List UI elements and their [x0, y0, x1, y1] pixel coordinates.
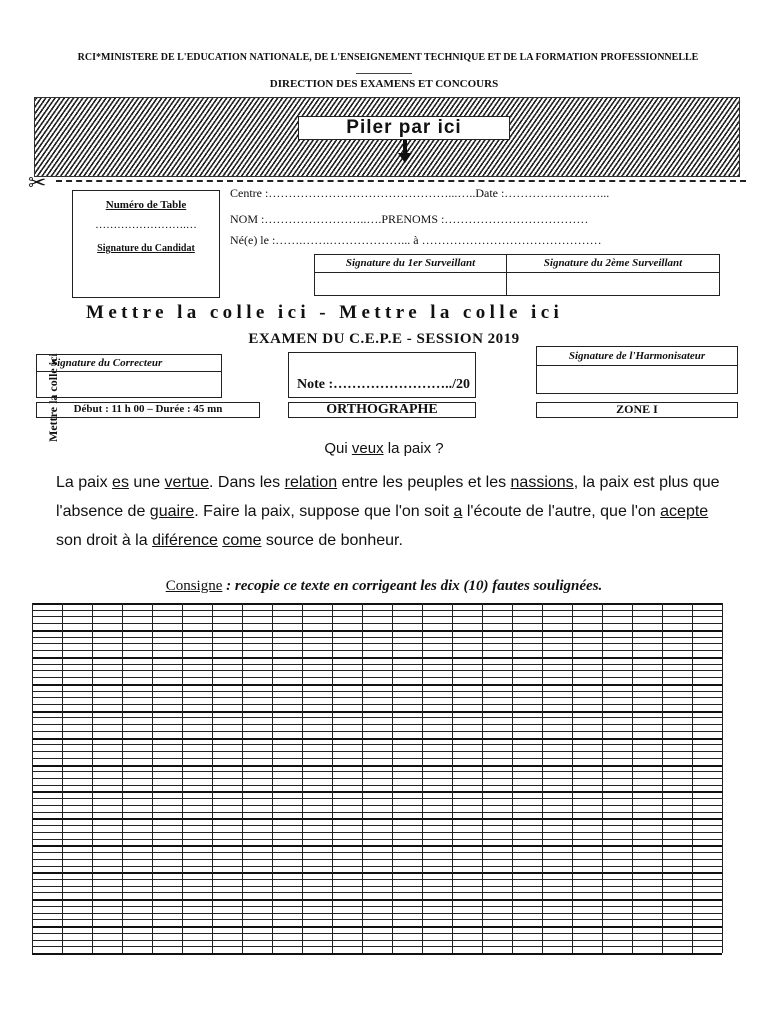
grid-column-line	[362, 603, 363, 953]
grid-line	[32, 818, 722, 820]
corrector-label: Signature du Correcteur	[37, 355, 221, 372]
grid-column-line	[482, 603, 483, 953]
grid-line	[32, 731, 722, 732]
grid-column-line	[92, 603, 93, 953]
grid-column-line	[62, 603, 63, 953]
grid-line	[32, 919, 722, 920]
grid-column-line	[542, 603, 543, 953]
grid-line	[32, 758, 722, 759]
grid-line	[32, 825, 722, 826]
grid-column-line	[722, 603, 723, 953]
score-box	[288, 352, 476, 398]
centre-date-field: Centre :………………………………………...…..Date :……………………...	[230, 186, 610, 200]
grid-column-line	[392, 603, 393, 953]
side-glue-label: Mettre la colle ici	[46, 353, 60, 442]
grid-line	[32, 704, 722, 705]
grid-line	[32, 899, 722, 901]
grid-line	[32, 765, 722, 767]
grid-column-line	[332, 603, 333, 953]
grid-line	[32, 623, 722, 624]
grid-line	[32, 879, 722, 880]
grid-column-line	[422, 603, 423, 953]
grid-line	[32, 946, 722, 947]
grid-line	[32, 738, 722, 740]
error-word: veux	[351, 440, 384, 457]
exam-time: Début : 11 h 00 – Durée : 45 mn	[36, 402, 260, 418]
harmonizer-signature-box	[536, 346, 738, 394]
harmonizer-label: Signature de l'Harmonisateur	[537, 347, 737, 366]
exam-zone: ZONE I	[536, 402, 738, 418]
birth-field: Né(e) le :…….…….………………... à ………………………………………	[230, 233, 602, 247]
grid-line	[32, 744, 722, 745]
score-label: Note :……………………../20	[297, 377, 471, 392]
grid-line	[32, 630, 722, 632]
grid-line	[32, 926, 722, 928]
grid-line	[32, 724, 722, 725]
grid-line	[32, 953, 722, 955]
grid-line	[32, 892, 722, 893]
grid-column-line	[32, 603, 33, 953]
exam-info-row	[36, 402, 738, 418]
grid-line	[32, 616, 722, 617]
grid-column-line	[242, 603, 243, 953]
grid-line	[32, 872, 722, 874]
grid-line	[32, 677, 722, 678]
grid-line	[32, 866, 722, 867]
exam-title: EXAMEN DU C.E.P.E - SESSION 2019	[248, 331, 520, 347]
grid-column-line	[302, 603, 303, 953]
direction-header: DIRECTION DES EXAMENS ET CONCOURS	[269, 78, 499, 90]
error-word: vertue	[164, 474, 210, 491]
grid-line	[32, 664, 722, 665]
grid-line	[32, 711, 722, 713]
grid-line	[32, 697, 722, 698]
grid-line	[32, 785, 722, 786]
table-number-label: Numéro de Table	[105, 199, 187, 211]
exam-subject: ORTHOGRAPHE	[288, 402, 476, 418]
grid-line	[32, 940, 722, 941]
grid-column-line	[272, 603, 273, 953]
grid-line	[32, 771, 722, 772]
dictation-title: Qui veux la paix ?	[324, 440, 444, 457]
grid-column-line	[572, 603, 573, 953]
error-word: a	[453, 503, 463, 520]
instruction-text: : recopie ce texte en corrigeant les dix (10) fautes soulignées.	[222, 578, 603, 594]
ministry-header: RCI*MINISTERE DE L'EDUCATION NATIONALE, DE L'ENSEIGNEMENT TECHNIQUE ET DE LA FORMATION PROFESSIONNELLE	[77, 52, 699, 63]
grid-line	[32, 805, 722, 806]
first-supervisor-label: Signature du 1er Surveillant	[315, 255, 506, 273]
error-word: nassions	[510, 474, 574, 491]
grid-column-line	[512, 603, 513, 953]
grid-line	[32, 684, 722, 686]
name-field: NOM :……………………..….PRENOMS :………………………………	[230, 212, 589, 226]
error-word: guaire	[149, 503, 195, 520]
error-word: diférence	[152, 532, 218, 549]
grid-line	[32, 650, 722, 651]
grid-line	[32, 657, 722, 659]
grid-line	[32, 832, 722, 833]
grid-column-line	[182, 603, 183, 953]
grid-line	[32, 798, 722, 799]
grid-column-line	[632, 603, 633, 953]
grid-line	[32, 778, 722, 779]
grid-line	[32, 791, 722, 793]
table-number-value: …………………….…	[95, 219, 197, 231]
grid-line	[32, 845, 722, 847]
grid-column-line	[212, 603, 213, 953]
grid-column-line	[602, 603, 603, 953]
candidate-signature-label: Signature du Candidat	[97, 243, 195, 254]
glue-banner: Mettre la colle ici - Mettre la colle ici	[86, 302, 564, 323]
grid-line	[32, 906, 722, 907]
grid-line	[32, 859, 722, 860]
error-word: acepte	[660, 503, 709, 520]
writing-grid[interactable]	[32, 603, 722, 953]
grid-line	[32, 670, 722, 671]
grid-column-line	[692, 603, 693, 953]
grid-line	[32, 886, 722, 887]
instruction-label: Consigne	[165, 578, 223, 594]
grid-line	[32, 933, 722, 934]
corrector-signature-box	[36, 354, 222, 398]
grid-line	[32, 852, 722, 853]
grid-column-line	[662, 603, 663, 953]
grid-line	[32, 913, 722, 914]
instruction	[0, 578, 768, 595]
grid-column-line	[152, 603, 153, 953]
dictation-passage: La paix es une vertue. Dans les relation entre les peuples et les nassions, la paix est plus que l'absence de guaire. Faire la paix, suppose que l'on soit a l'écoute de l'autre, que l'on acepte son droit à la diférence come source de bonheur.	[56, 474, 720, 549]
grid-line	[32, 812, 722, 813]
grid-line	[32, 717, 722, 718]
grid-column-line	[452, 603, 453, 953]
grid-line	[32, 691, 722, 692]
grid-line	[32, 839, 722, 840]
scissors-icon: ✂	[28, 170, 47, 195]
grid-line	[32, 610, 722, 611]
peel-label: Piler par ici	[298, 116, 510, 140]
grid-line	[32, 751, 722, 752]
error-word: come	[222, 532, 262, 549]
grid-line	[32, 643, 722, 644]
error-word: relation	[284, 474, 338, 491]
down-arrow-icon	[396, 140, 414, 164]
second-supervisor-label: Signature du 2ème Surveillant	[507, 255, 719, 273]
grid-column-line	[122, 603, 123, 953]
cut-line	[56, 180, 746, 182]
error-word: es	[112, 474, 129, 491]
grid-line	[32, 637, 722, 638]
grid-line	[32, 603, 722, 605]
header-divider	[356, 73, 412, 74]
candidate-table-box	[72, 190, 220, 298]
supervisor-signature-box	[314, 254, 720, 296]
